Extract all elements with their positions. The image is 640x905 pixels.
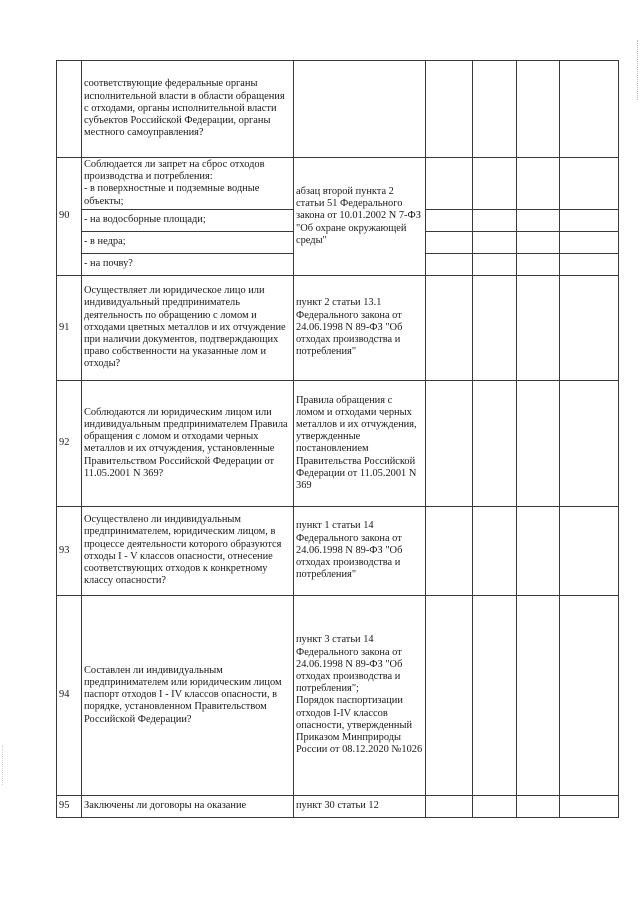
answer-cell	[473, 61, 517, 158]
answer-cell	[517, 158, 560, 210]
answer-cell	[560, 231, 619, 253]
answer-cell	[517, 795, 560, 817]
answer-cell	[560, 275, 619, 380]
scan-artifact	[2, 745, 4, 785]
row-number: 93	[57, 506, 82, 595]
question-cell: - на водосборные площади;	[82, 209, 294, 231]
answer-cell	[517, 380, 560, 506]
legal-reference-cell: пункт 30 статьи 12	[294, 795, 426, 817]
question-cell: Заключены ли договоры на оказание	[82, 795, 294, 817]
answer-cell	[426, 231, 473, 253]
row-number: 92	[57, 380, 82, 506]
question-cell: Осуществлено ли индивидуальным предпринимателем, юридическим лицом, в процессе деятельности которого образуются отходы I - V классов опасности, отнесение соответствующих отходов к конкретному классу опасности?	[82, 506, 294, 595]
answer-cell	[560, 506, 619, 595]
answer-cell	[517, 275, 560, 380]
answer-cell	[473, 795, 517, 817]
answer-cell	[517, 506, 560, 595]
answer-cell	[426, 61, 473, 158]
legal-reference-cell: пункт 2 статьи 13.1 Федерального закона от 24.06.1998 N 89-ФЗ "Об отходах производства и потребления"	[294, 275, 426, 380]
row-number	[57, 61, 82, 158]
question-cell: - на почву?	[82, 253, 294, 275]
answer-cell	[473, 275, 517, 380]
answer-cell	[517, 209, 560, 231]
question-cell: Осуществляет ли юридическое лицо или индивидуальный предприниматель деятельность по обращению с ломом и отходами цветных металлов и их отчуждение при наличии документов, подтверждающих право собственности на указанные лом и отходы?	[82, 275, 294, 380]
question-cell: Составлен ли индивидуальным предпринимателем или юридическим лицом паспорт отходов I - IV классов опасности, в порядке, установленном Правительством Российской Федерации?	[82, 595, 294, 795]
table-row	[57, 506, 619, 595]
answer-cell	[473, 253, 517, 275]
answer-cell	[473, 506, 517, 595]
answer-cell	[517, 253, 560, 275]
table-row	[57, 158, 619, 210]
answer-cell	[426, 795, 473, 817]
answer-cell	[560, 380, 619, 506]
answer-cell	[517, 61, 560, 158]
row-number: 91	[57, 275, 82, 380]
answer-cell	[426, 253, 473, 275]
answer-cell	[560, 158, 619, 210]
answer-cell	[473, 595, 517, 795]
answer-cell	[426, 209, 473, 231]
legal-reference-cell: абзац второй пункта 2 статьи 51 Федерального закона от 10.01.2002 N 7-ФЗ "Об охране окружающей среды"	[294, 158, 426, 276]
question-cell: - в недра;	[82, 231, 294, 253]
table-row	[57, 380, 619, 506]
row-number: 95	[57, 795, 82, 817]
answer-cell	[560, 595, 619, 795]
question-cell: Соблюдается ли запрет на сброс отходов производства и потребления: - в поверхностные и подземные водные объекты;	[82, 158, 294, 210]
answer-cell	[560, 795, 619, 817]
answer-cell	[426, 158, 473, 210]
answer-cell	[426, 380, 473, 506]
answer-cell	[426, 595, 473, 795]
legal-reference-cell	[294, 61, 426, 158]
question-cell: Соблюдаются ли юридическим лицом или индивидуальным предпринимателем Правила обращения с ломом и отходами черных металлов и их отчуждения, установленные Правительством Российской Федерации от 11.05.2001 N 369?	[82, 380, 294, 506]
answer-cell	[560, 209, 619, 231]
scan-artifact	[636, 40, 638, 100]
legal-reference-cell: пункт 1 статьи 14 Федерального закона от 24.06.1998 N 89-ФЗ "Об отходах производства и потребления"	[294, 506, 426, 595]
table-row	[57, 61, 619, 158]
legal-reference-cell: Правила обращения с ломом и отходами черных металлов и их отчуждения, утвержденные постановлением Правительства Российской Федерации от 11.05.2001 N 369	[294, 380, 426, 506]
table-row	[57, 795, 619, 817]
answer-cell	[560, 61, 619, 158]
answer-cell	[517, 595, 560, 795]
table-row	[57, 595, 619, 795]
checklist-table	[56, 60, 619, 818]
table-row	[57, 275, 619, 380]
row-number: 94	[57, 595, 82, 795]
answer-cell	[517, 231, 560, 253]
answer-cell	[473, 209, 517, 231]
row-number: 90	[57, 158, 82, 276]
question-cell: соответствующие федеральные органы исполнительной власти в области обращения с отходами, органы исполнительной власти субъектов Российской Федерации, органы местного самоуправления?	[82, 61, 294, 158]
answer-cell	[473, 158, 517, 210]
checklist-rows	[57, 61, 619, 818]
answer-cell	[426, 506, 473, 595]
answer-cell	[426, 275, 473, 380]
legal-reference-cell: пункт 3 статьи 14 Федерального закона от 24.06.1998 N 89-ФЗ "Об отходах производства и потребления"; Порядок паспортизации отходов I-IV классов опасности, утвержденный Приказом Минприроды России от 08.12.2020 №1026	[294, 595, 426, 795]
answer-cell	[473, 380, 517, 506]
answer-cell	[560, 253, 619, 275]
answer-cell	[473, 231, 517, 253]
